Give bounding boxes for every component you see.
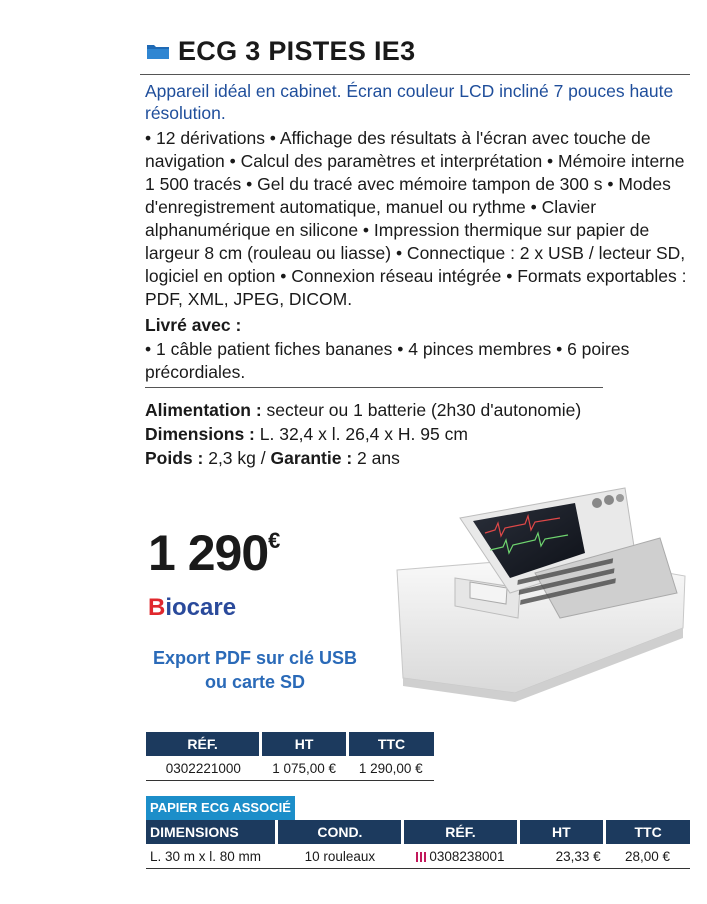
spec-dimensions: Dimensions : L. 32,4 x l. 26,4 x H. 95 cm xyxy=(145,424,468,444)
ttc-cell: 28,00 € xyxy=(605,844,690,869)
ref-cell: 0302221000 xyxy=(146,756,261,781)
col-ht-header: HT xyxy=(518,820,605,844)
title-bar xyxy=(140,34,690,75)
folder-icon xyxy=(146,42,170,60)
col-ht-header: HT xyxy=(261,732,348,756)
ttc-cell: 1 290,00 € xyxy=(348,756,434,781)
col-dimensions-header: DIMENSIONS xyxy=(146,820,277,844)
product-price-table xyxy=(146,732,434,781)
page-title: ECG 3 PISTES IE3 xyxy=(178,36,416,66)
ht-cell: 23,33 € xyxy=(518,844,605,869)
table-row xyxy=(146,756,434,781)
brand-logo: Biocare xyxy=(148,594,237,621)
specs xyxy=(145,398,690,470)
divider xyxy=(145,387,603,388)
table-row xyxy=(146,844,690,869)
ht-cell: 1 075,00 € xyxy=(261,756,348,781)
description-text: • 12 dérivations • Affichage des résultats à l'écran avec touche de navigation • Calcul des paramètres et interprétation • Mémoire interne 1 500 tracés • Gel du tracé avec mémoire tampon de 300 s • Modes d'enregistrement automatique, manuel ou rythme • Clavier alphanumérique en silicone • Impression thermique sur papier de largeur 8 cm (rouleau ou liasse) • Connectique : 2 x USB / lecteur SD, logiciel en option • Connexion réseau intégrée • Formats exportables : PDF, XML, JPEG, DICOM. xyxy=(145,128,687,309)
col-cond-header: COND. xyxy=(277,820,403,844)
col-ref-header: RÉF. xyxy=(146,732,261,756)
spec-power: Alimentation : secteur ou 1 batterie (2h30 d'autonomie) xyxy=(145,400,582,420)
ecg-device-image xyxy=(385,478,690,703)
price: 1 290€ xyxy=(148,525,280,581)
delivered-with-label: Livré avec : xyxy=(145,315,242,335)
export-note: Export PDF sur clé USB ou carte SD xyxy=(152,648,358,692)
col-ttc-header: TTC xyxy=(605,820,690,844)
col-ref-header: RÉF. xyxy=(403,820,518,844)
col-ttc-header: TTC xyxy=(348,732,434,756)
barcode-icon xyxy=(416,852,426,862)
paper-section-label: PAPIER ECG ASSOCIÉ xyxy=(146,796,295,820)
intro-text: Appareil idéal en cabinet. Écran couleur LCD incliné 7 pouces haute résolution. xyxy=(145,81,674,123)
dimensions-cell: L. 30 m x l. 80 mm xyxy=(146,844,277,869)
paper-table xyxy=(146,820,690,869)
delivered-with-items: • 1 câble patient fiches bananes • 4 pinces membres • 6 poires précordiales. xyxy=(145,339,630,382)
ref-cell: 0308238001 xyxy=(403,844,518,869)
spec-weight-warranty: Poids : 2,3 kg / Garantie : 2 ans xyxy=(145,448,400,468)
cond-cell: 10 rouleaux xyxy=(277,844,403,869)
